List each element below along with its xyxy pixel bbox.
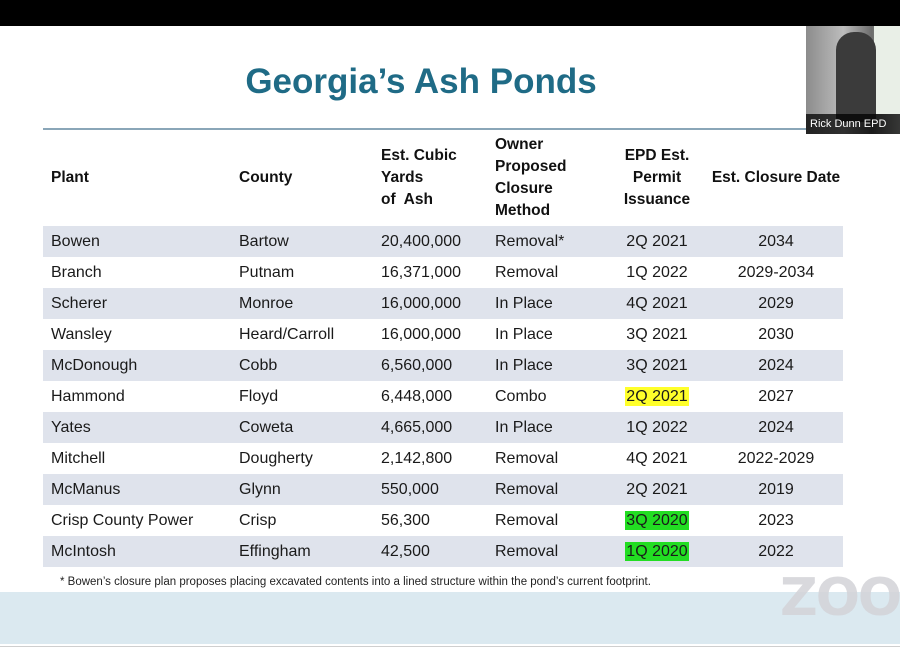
cell-yards: 6,560,000 [373,350,487,381]
participant-name: Rick Dunn EPD [806,114,900,134]
cell-plant: Mitchell [51,449,106,467]
cell-plant: Branch [51,263,102,281]
cell-permit: 2Q 2021 [605,474,709,505]
cell-yards: 56,300 [381,511,430,529]
cell-method: Removal [487,474,605,505]
cell-county: Coweta [231,412,373,443]
cell-method: In Place [487,350,605,381]
table-row [43,226,843,257]
cell-method: In Place [495,325,553,343]
header-permit-issuance: EPD Est. Permit Issuance [605,130,709,226]
cell-county: Cobb [231,350,373,381]
cell-closure: 2022 [709,536,843,567]
table-row [43,350,843,381]
cell-yards: 42,500 [373,536,487,567]
bottom-divider [0,646,900,647]
cell-yards: 550,000 [373,474,487,505]
cell-plant: Scherer [43,288,231,319]
cell-closure: 2030 [758,325,794,343]
cell-yards: 6,448,000 [381,387,453,405]
participant-silhouette [836,32,876,122]
cell-method: Removal [495,263,559,281]
table-row [43,319,843,350]
cell-county: Dougherty [239,449,313,467]
ash-ponds-table [43,128,843,567]
cell-permit: 3Q 2021 [605,350,709,381]
cell-permit-highlighted [605,536,709,567]
cell-plant: Bowen [43,226,231,257]
cell-yards: 16,000,000 [373,288,487,319]
cell-closure: 2029-2034 [737,263,815,281]
cell-plant: Yates [43,412,231,443]
cell-closure: 2024 [709,350,843,381]
cell-plant: McManus [43,474,231,505]
cell-yards: 16,000,000 [381,325,462,343]
cell-closure: 2034 [709,226,843,257]
cell-yards: 20,400,000 [373,226,487,257]
table-row [43,505,843,536]
table-row [43,257,843,288]
cell-county: Putnam [239,263,295,281]
cell-closure: 2029 [709,288,843,319]
cell-permit-highlighted [605,381,709,412]
table-header-row [43,130,843,226]
slide-footnote: * Bowen’s closure plan proposes placing excavated contents into a lined structure within the pond’s current footprint. [60,576,651,588]
cell-county: Floyd [239,387,279,405]
cell-plant: Hammond [51,387,125,405]
cell-county: Monroe [231,288,373,319]
video-background-window [874,26,900,114]
participant-video-tile[interactable] [806,26,900,134]
cell-method: Removal [487,536,605,567]
table-row [43,412,843,443]
header-closure-date: Est. Closure Date [709,130,843,226]
cell-county: Effingham [231,536,373,567]
table-row [43,381,843,412]
cell-method: In Place [487,288,605,319]
cell-method: Combo [495,387,547,405]
cell-yards: 2,142,800 [381,449,453,467]
cell-permit: 1Q 2022 [605,412,709,443]
slide-title: Georgia’s Ash Ponds [245,62,597,101]
zoom-watermark: ZOO [780,568,900,628]
cell-closure: 2023 [758,511,794,529]
table-row [43,474,843,505]
header-county: County [231,130,373,226]
cell-plant: McDonough [43,350,231,381]
cell-closure: 2024 [709,412,843,443]
top-black-bar [0,0,900,26]
cell-closure: 2022-2029 [737,449,815,467]
cell-method: In Place [487,412,605,443]
cell-permit: 4Q 2021 [605,288,709,319]
yellow-highlight: 2Q 2021 [626,387,688,405]
cell-yards: 4,665,000 [373,412,487,443]
table-row [43,443,843,474]
cell-closure: 2019 [709,474,843,505]
header-cubic-yards: Est. Cubic Yards of Ash [373,130,487,226]
cell-county: Heard/Carroll [239,325,335,343]
cell-method: Removal* [487,226,605,257]
cell-plant: Crisp County Power [51,511,194,529]
cell-permit: 1Q 2022 [626,263,688,281]
cell-plant: Wansley [51,325,112,343]
header-plant: Plant [43,130,231,226]
cell-closure: 2027 [758,387,794,405]
cell-permit: 4Q 2021 [626,449,688,467]
cell-yards: 16,371,000 [381,263,462,281]
cell-county: Glynn [231,474,373,505]
cell-method: Removal [495,511,559,529]
green-highlight: 1Q 2020 [626,542,688,560]
cell-permit: 3Q 2021 [626,325,688,343]
table-row [43,288,843,319]
cell-permit: 2Q 2021 [605,226,709,257]
cell-plant: McIntosh [43,536,231,567]
slide-bottom-band [0,592,900,644]
header-closure-method: Owner Proposed Closure Method [487,130,605,226]
table-row [43,536,843,567]
cell-county: Bartow [231,226,373,257]
green-highlight: 3Q 2020 [626,511,688,529]
cell-county: Crisp [239,511,277,529]
cell-method: Removal [495,449,559,467]
cell-permit-highlighted [605,505,709,536]
